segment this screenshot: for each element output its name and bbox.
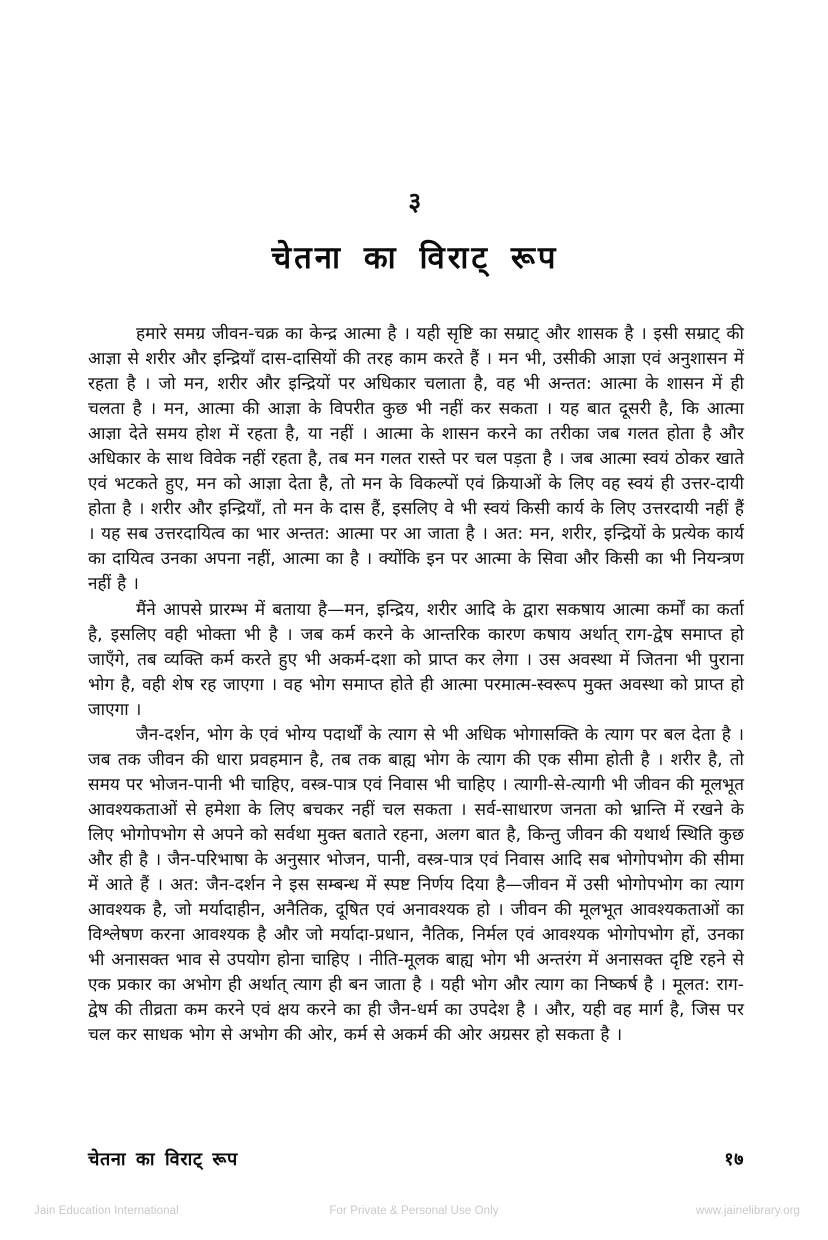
body-text-column — [88, 322, 744, 1048]
chapter-heading-block — [88, 186, 742, 278]
page-number: १७ — [724, 1149, 744, 1170]
running-footer-title: चेतना का विराट् रूप — [88, 1149, 238, 1170]
scan-watermark-bar — [0, 1199, 828, 1223]
chapter-number: ३ — [408, 187, 422, 216]
scan-website-link[interactable]: www.jainelibrary.org — [695, 1205, 800, 1217]
paragraph: हमारे समग्र जीवन-चक्र का केन्द्र आत्मा है । यही सृष्टि का सम्राट् और शासक है । इसी सम्राट् की आज्ञा से शरीर और इन्द्रियाँ दास-दासियों की तरह काम करते हैं । मन भी, उसीकी आज्ञा एवं अनुशासन में रहता है । जो मन, शरीर और इन्द्रियों पर अधिकार चलाता है, वह भी अन्तत: आत्मा के शासन में ही चलता है । मन, आत्मा की आज्ञा के विपरीत कुछ भी नहीं कर सकता । यह बात दूसरी है, कि आत्मा आज्ञा देते समय होश में रहता है, या नहीं । आत्मा के शासन करने का तरीका जब गलत होता है और अधिकार के साथ विवेक नहीं रहता है, तब मन गलत रास्ते पर चल पड़ता है । जब आत्मा स्वयं ठोकर खाते एवं भटकते हुए, मन को आज्ञा देता है, तो मन के विकल्पों एवं क्रियाओं के लिए वह स्वयं ही उत्तर-दायी होता है । शरीर और इन्द्रियाँ, तो मन के दास हैं, इसलिए वे भी स्वयं किसी कार्य के लिए उत्तरदायी नहीं हैं । यह सब उत्तरदायित्व का भार अन्तत: आत्मा पर आ जाता है । अत: मन, शरीर, इन्द्रियों के प्रत्येक कार्य का दायित्व उनका अपना नहीं, आत्मा का है । क्योंकि इन पर आत्मा के सिवा और किसी का भी नियन्त्रण नहीं है । — [88, 324, 744, 595]
chapter-title: चेतना का विराट् रूप — [271, 240, 559, 276]
paragraph: जैन-दर्शन, भोग के एवं भोग्य पदार्थों के त्याग से भी अधिक भोगासक्ति के त्याग पर बल देता है । जब तक जीवन की धारा प्रवहमान है, तब तक बाह्य भोग के त्याग की एक सीमा होती है । शरीर है, तो समय पर भोजन-पानी भी चाहिए, वस्त्र-पात्र एवं निवास भी चाहिए । त्यागी-से-त्यागी भी जीवन की मूलभूत आवश्यकताओं से हमेशा के लिए बचकर नहीं चल सकता । सर्व-साधारण जनता को भ्रान्ति में रखने के लिए भोगोपभोग से अपने को सर्वथा मुक्त बताते रहना, अलग बात है, किन्तु जीवन की यथार्थ स्थिति कुछ और ही है । जैन-परिभाषा के अनुसार भोजन, पानी, वस्त्र-पात्र एवं निवास आदि सब भोगोपभोग की सीमा में आते हैं । अत: जैन-दर्शन ने इस सम्बन्ध में स्पष्ट निर्णय दिया है—जीवन में उसी भोगोपभोग का त्याग आवश्यक है, जो मर्यादाहीन, अनैतिक, दूषित एवं अनावश्यक हो । जीवन की मूलभूत आवश्यकताओं का विश्लेषण करना आवश्यक है और जो मर्यादा-प्रधान, नैतिक, निर्मल एवं आवश्यक भोगोपभोग हों, उनका भी अनासक्त भाव से उपयोग होना चाहिए । नीति-मूलक बाह्य भोग भी अन्तरंग में अनासक्त दृष्टि रहने से एक प्रकार का अभोग ही अर्थात् त्याग ही बन जाता है । यही भोग और त्याग का निष्कर्ष है । मूलत: राग-द्वेष की तीव्रता कम करने एवं क्षय करने का ही जैन-धर्म का उपदेश है । और, यही वह मार्ग है, जिस पर चल कर साधक भोग से अभोग की ओर, कर्म से अकर्म की ओर अग्रसर हो सकता है । — [88, 724, 744, 1046]
paragraph: मैंने आपसे प्रारम्भ में बताया है—मन, इन्द्रिय, शरीर आदि के द्वारा सकषाय आत्मा कर्मों का कर्ता है, इसलिए वही भोक्ता भी है । जब कर्म करने के आन्तरिक कारण कषाय अर्थात् राग-द्वेष समाप्त हो जाएँगे, तब व्यक्ति कर्म करते हुए भी अकर्म-दशा को प्राप्त कर लेगा । उस अवस्था में जितना भी पुराना भोग है, वही शेष रह जाएगा । वह भोग समाप्त होते ही आत्मा परमात्म-स्वरूप मुक्त अवस्था को प्राप्त हो जाएगा । — [88, 599, 744, 720]
scan-source-label: Jain Education International — [34, 1205, 179, 1217]
scan-usage-notice: For Private & Personal Use Only — [329, 1205, 499, 1217]
running-footer — [88, 1148, 744, 1172]
